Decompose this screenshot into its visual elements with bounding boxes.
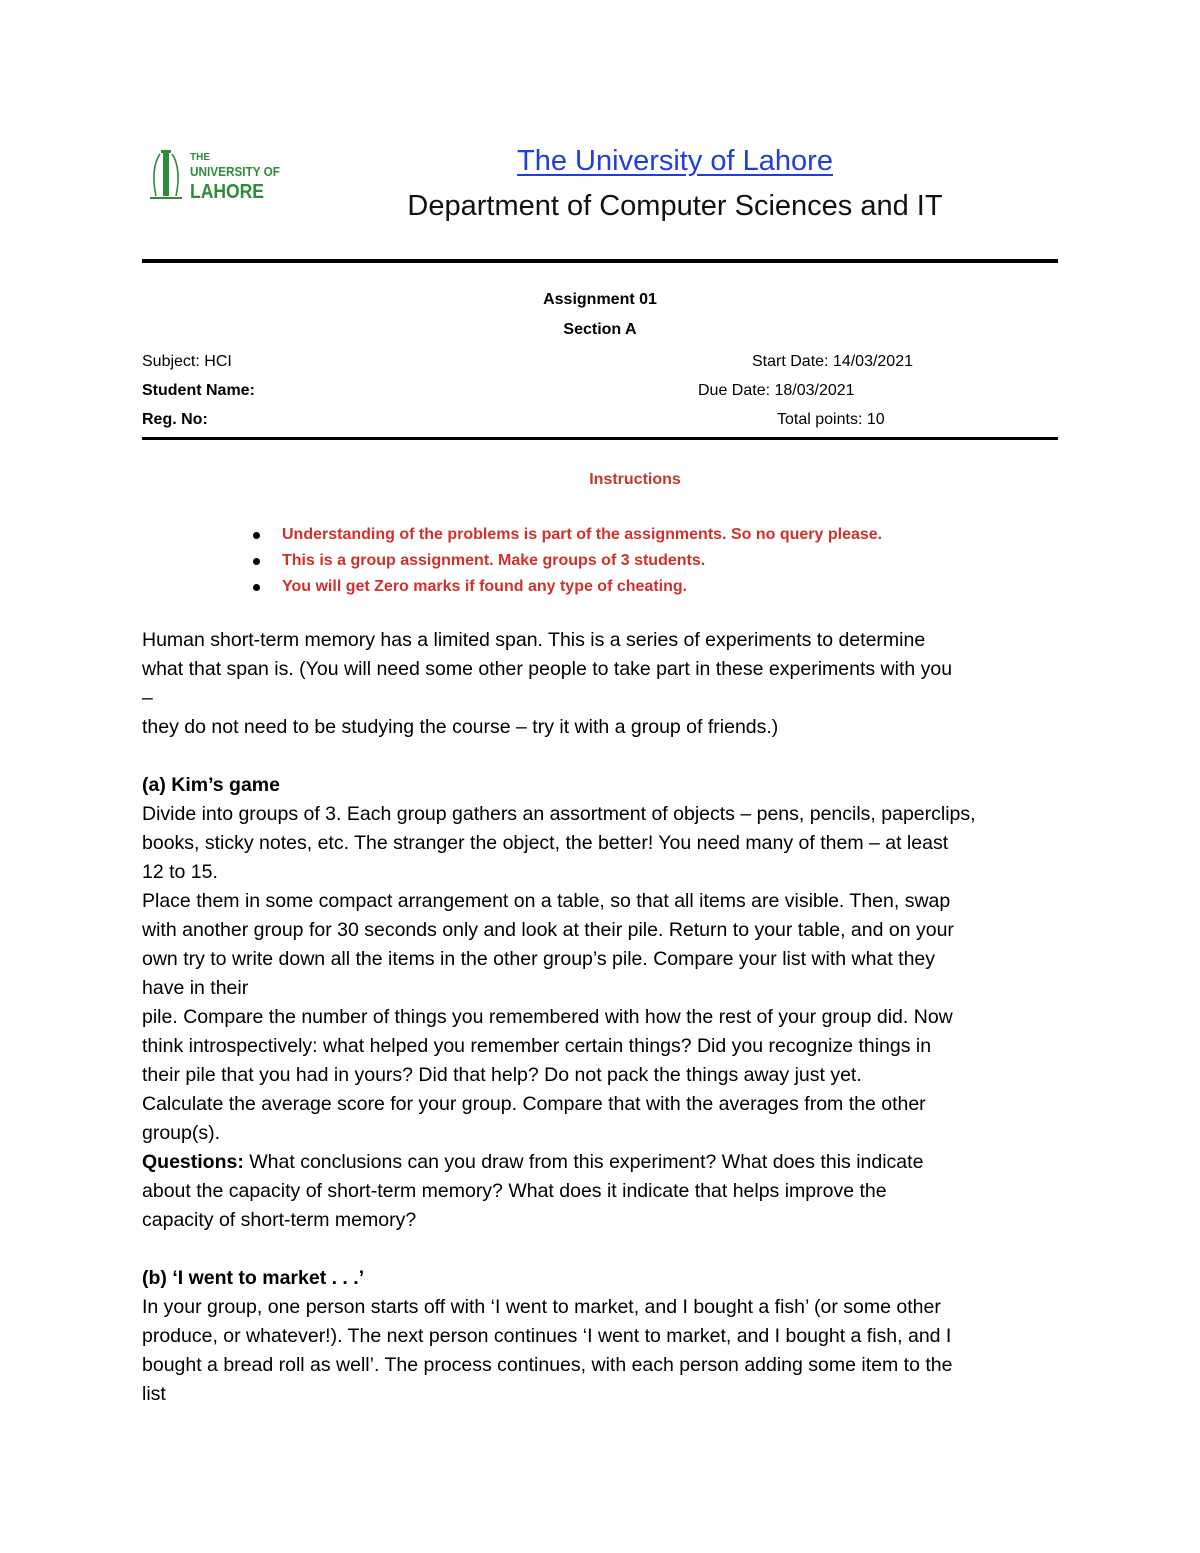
part-b-line: In your group, one person starts off with ‘I went to market, and I bought a fish’ (or some other: [142, 1296, 941, 1318]
due-date: Due Date: 18/03/2021: [698, 382, 855, 399]
part-a-line: books, sticky notes, etc. The stranger the object, the better! You need many of them – at least: [142, 832, 949, 854]
instructions-heading: Instructions: [589, 471, 681, 488]
questions-text: What conclusions can you draw from this experiment? What does this indicate: [243, 1151, 924, 1173]
intro-line: Human short-term memory has a limited span. This is a series of experiments to determine: [142, 629, 926, 651]
section-label: Section A: [563, 321, 637, 338]
part-a-line: Calculate the average score for your group. Compare that with the averages from the other: [142, 1093, 926, 1115]
meta-divider: [142, 437, 1058, 440]
part-a-line: pile. Compare the number of things you remembered with how the rest of your group did. Now: [142, 1006, 953, 1028]
total-points: Total points: 10: [777, 411, 885, 428]
instruction-item: Understanding of the problems is part of the assignments. So no query please.: [250, 524, 882, 550]
header-divider: [142, 259, 1058, 263]
reg-no-label: Reg. No:: [142, 411, 208, 428]
part-a-line: with another group for 30 seconds only and look at their pile. Return to your table, and on your: [142, 919, 954, 941]
part-a-line: think introspectively: what helped you remember certain things? Did you recognize things in: [142, 1035, 932, 1057]
part-b-line: list: [142, 1383, 166, 1405]
part-a-line: have in their: [142, 977, 249, 999]
tower-emblem-icon: [146, 148, 286, 208]
part-a-line: their pile that you had in yours? Did that help? Do not pack the things away just yet.: [142, 1064, 862, 1086]
intro-line: what that span is. (You will need some other people to take part in these experiments with you: [142, 658, 953, 680]
part-a-line: group(s).: [142, 1122, 221, 1144]
part-a-heading: (a) Kim’s game: [142, 774, 280, 796]
logo-line-university: UNIVERSITY OF: [190, 164, 281, 179]
subject-label: Subject: HCI: [142, 353, 232, 370]
part-a-line: Divide into groups of 3. Each group gathers an assortment of objects – pens, pencils, paperclips,: [142, 803, 976, 825]
logo-line-lahore: LAHORE: [190, 181, 264, 203]
questions-label: Questions:: [142, 1151, 244, 1173]
part-b-line: produce, or whatever!). The next person continues ‘I went to market, and I bought a fish, and I: [142, 1325, 952, 1347]
department-title: Department of Computer Sciences and IT: [407, 190, 943, 222]
start-date: Start Date: 14/03/2021: [752, 353, 913, 370]
assignment-title: Assignment 01: [543, 291, 657, 308]
student-name-label: Student Name:: [142, 382, 255, 399]
instruction-item: This is a group assignment. Make groups of 3 students.: [250, 550, 882, 576]
intro-line: they do not need to be studying the course – try it with a group of friends.): [142, 716, 779, 738]
intro-line: –: [142, 687, 153, 709]
university-title-link[interactable]: The University of Lahore: [517, 145, 833, 177]
logo-line-the: THE: [190, 152, 210, 163]
instructions-list: [250, 524, 882, 602]
assignment-body: [142, 626, 1062, 1409]
part-a-line: 12 to 15.: [142, 861, 218, 883]
questions-line: capacity of short-term memory?: [142, 1209, 417, 1231]
questions-line: about the capacity of short-term memory? What does it indicate that helps improve the: [142, 1180, 887, 1202]
part-a-line: own try to write down all the items in the other group’s pile. Compare your list with what they: [142, 948, 936, 970]
university-logo: [146, 148, 286, 208]
part-b-heading: (b) ‘I went to market . . .’: [142, 1267, 365, 1289]
part-b-line: bought a bread roll as well’. The process continues, with each person adding some item to the: [142, 1354, 953, 1376]
part-a-line: Place them in some compact arrangement on a table, so that all items are visible. Then, swap: [142, 890, 951, 912]
questions-line: [142, 1148, 1062, 1177]
instruction-item: You will get Zero marks if found any type of cheating.: [250, 576, 882, 602]
